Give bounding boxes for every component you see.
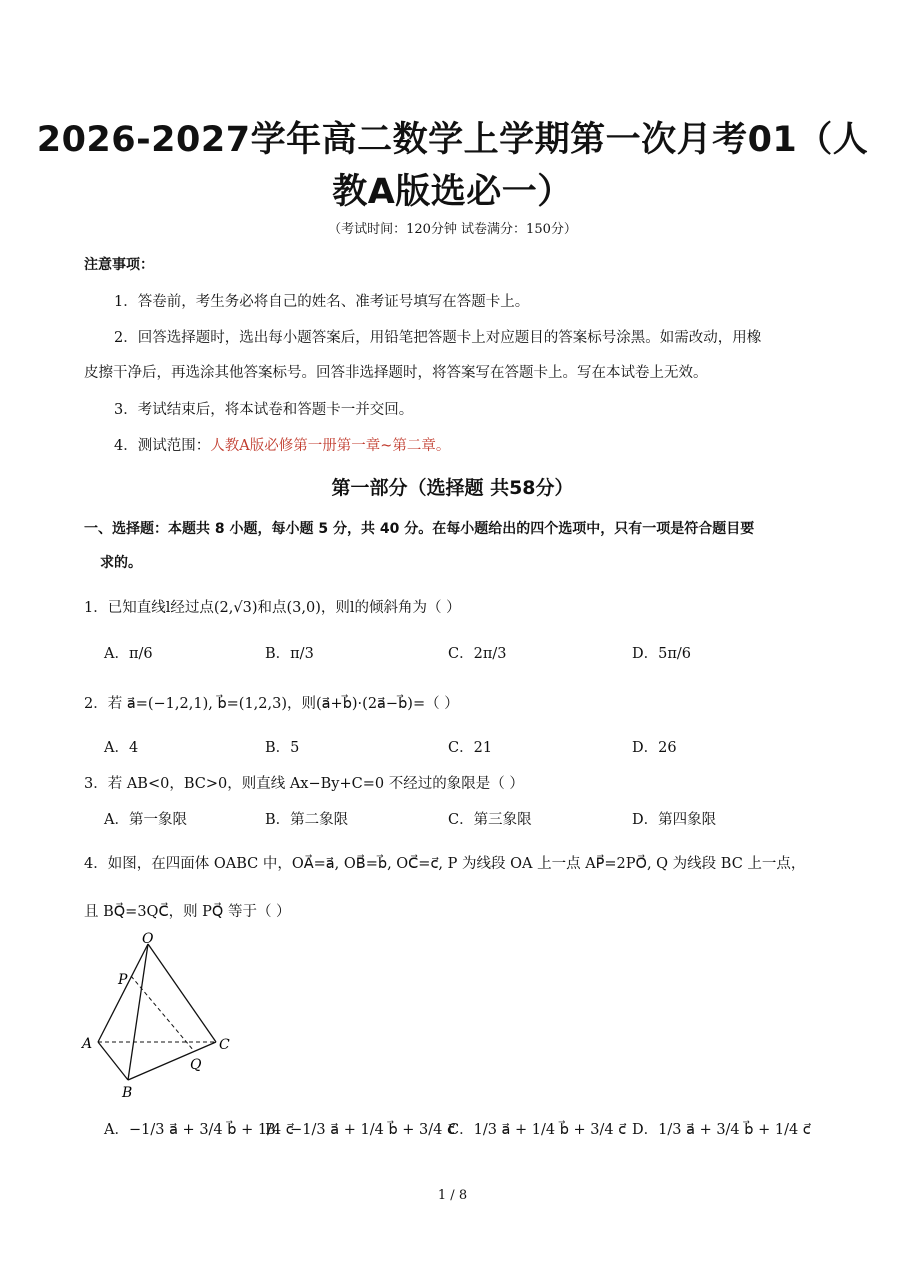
exam-info: （考试时间：120分钟 试卷满分：150分） bbox=[328, 222, 577, 237]
question-3-text: 3．若 AB<0，BC>0，则直线 Ax−By+C=0 不经过的象限是（ ） bbox=[84, 776, 524, 792]
notice-item-4 bbox=[114, 434, 450, 455]
question-2-option-d: D．26 bbox=[632, 740, 677, 756]
notice-item-3: 3．考试结束后，将本试卷和答题卡一并交回。 bbox=[114, 402, 414, 418]
edge-oc bbox=[148, 944, 216, 1042]
notice-heading: 注意事项： bbox=[84, 257, 154, 273]
question-4-option-c: C．1/3 a⃗ + 1/4 b⃗ + 3/4 c⃗ bbox=[448, 1122, 627, 1138]
question-4-option-a: A．−1/3 a⃗ + 3/4 b⃗ + 1/4 c⃗ bbox=[104, 1122, 294, 1138]
question-1-text: 1．已知直线l经过点(2,√3)和点(3,0)，则l的倾斜角为（ ） bbox=[84, 600, 461, 616]
part1-heading: 第一部分（选择题 共58分） bbox=[331, 477, 574, 499]
page-title-line2: 教A版选必一） bbox=[332, 172, 573, 212]
notice-item-1: 1．答卷前，考生务必将自己的姓名、准考证号填写在答题卡上。 bbox=[114, 294, 530, 310]
tetrahedron-figure bbox=[80, 930, 240, 1102]
question-1-option-a: A．π/6 bbox=[104, 646, 153, 662]
question-1-option-b: B．π/3 bbox=[265, 646, 314, 662]
question-3-option-a: A．第一象限 bbox=[104, 812, 187, 828]
label-o: O bbox=[142, 931, 154, 947]
label-c: C bbox=[219, 1037, 230, 1053]
question-3-option-b: B．第二象限 bbox=[265, 812, 349, 828]
page-number: 1 / 8 bbox=[437, 1188, 468, 1203]
question-3-option-d: D．第四象限 bbox=[632, 812, 717, 828]
edge-bc bbox=[128, 1042, 216, 1080]
notice-item-2-line2: 皮擦干净后，再选涂其他答案标号。回答非选择题时，将答案写在答题卡上。写在本试卷上无效。 bbox=[84, 365, 708, 381]
question-3-option-c: C．第三象限 bbox=[448, 812, 532, 828]
question-2-text: 2．若 a⃗=(−1,2,1), b⃗=(1,2,3)，则(a⃗+b⃗)·(2a⃗−b⃗)=（ ） bbox=[84, 696, 459, 712]
question-4-option-b: B．−1/3 a⃗ + 1/4 b⃗ + 3/4 c⃗ bbox=[265, 1122, 455, 1138]
label-b: B bbox=[122, 1085, 133, 1101]
question-1-option-c: C．2π/3 bbox=[448, 646, 507, 662]
question-2-option-b: B．5 bbox=[265, 740, 300, 756]
test-scope: 人教A版必修第一册第一章~第二章。 bbox=[210, 438, 451, 454]
edge-ab bbox=[98, 1042, 128, 1080]
notice-item-2-line1: 2．回答选择题时，选出每小题答案后，用铅笔把答题卡上对应题目的答案标号涂黑。如需改动，用橡 bbox=[114, 330, 762, 346]
label-a: A bbox=[82, 1036, 93, 1052]
question-2-option-c: C．21 bbox=[448, 740, 493, 756]
question-4-text-line1: 4．如图，在四面体 OABC 中，OA⃗=a⃗, OB⃗=b⃗, OC⃗=c⃗, P 为线段 OA 上一点 AP⃗=2PO⃗, Q 为线段 BC 上一点， bbox=[84, 856, 806, 872]
question-2-option-a: A．4 bbox=[104, 740, 139, 756]
question-4-option-d: D．1/3 a⃗ + 3/4 b⃗ + 1/4 c⃗ bbox=[632, 1122, 811, 1138]
notice-item-4-prefix: 4．测试范围： bbox=[114, 438, 211, 454]
question-4-text-line2: 且 BQ⃗=3QC⃗，则 PQ⃗ 等于（ ） bbox=[84, 904, 291, 920]
section1-instructions-line1: 一、选择题：本题共 8 小题，每小题 5 分，共 40 分。在每小题给出的四个选项中，只有一项是符合题目要 bbox=[84, 521, 755, 537]
section1-instructions-line2: 求的。 bbox=[100, 555, 142, 571]
label-q: Q bbox=[190, 1057, 202, 1073]
label-p: P bbox=[118, 972, 128, 988]
question-1-option-d: D．5π/6 bbox=[632, 646, 691, 662]
page-title-line1: 2026-2027学年高二数学上学期第一次月考01（人 bbox=[36, 120, 869, 160]
segment-pq bbox=[131, 976, 194, 1051]
